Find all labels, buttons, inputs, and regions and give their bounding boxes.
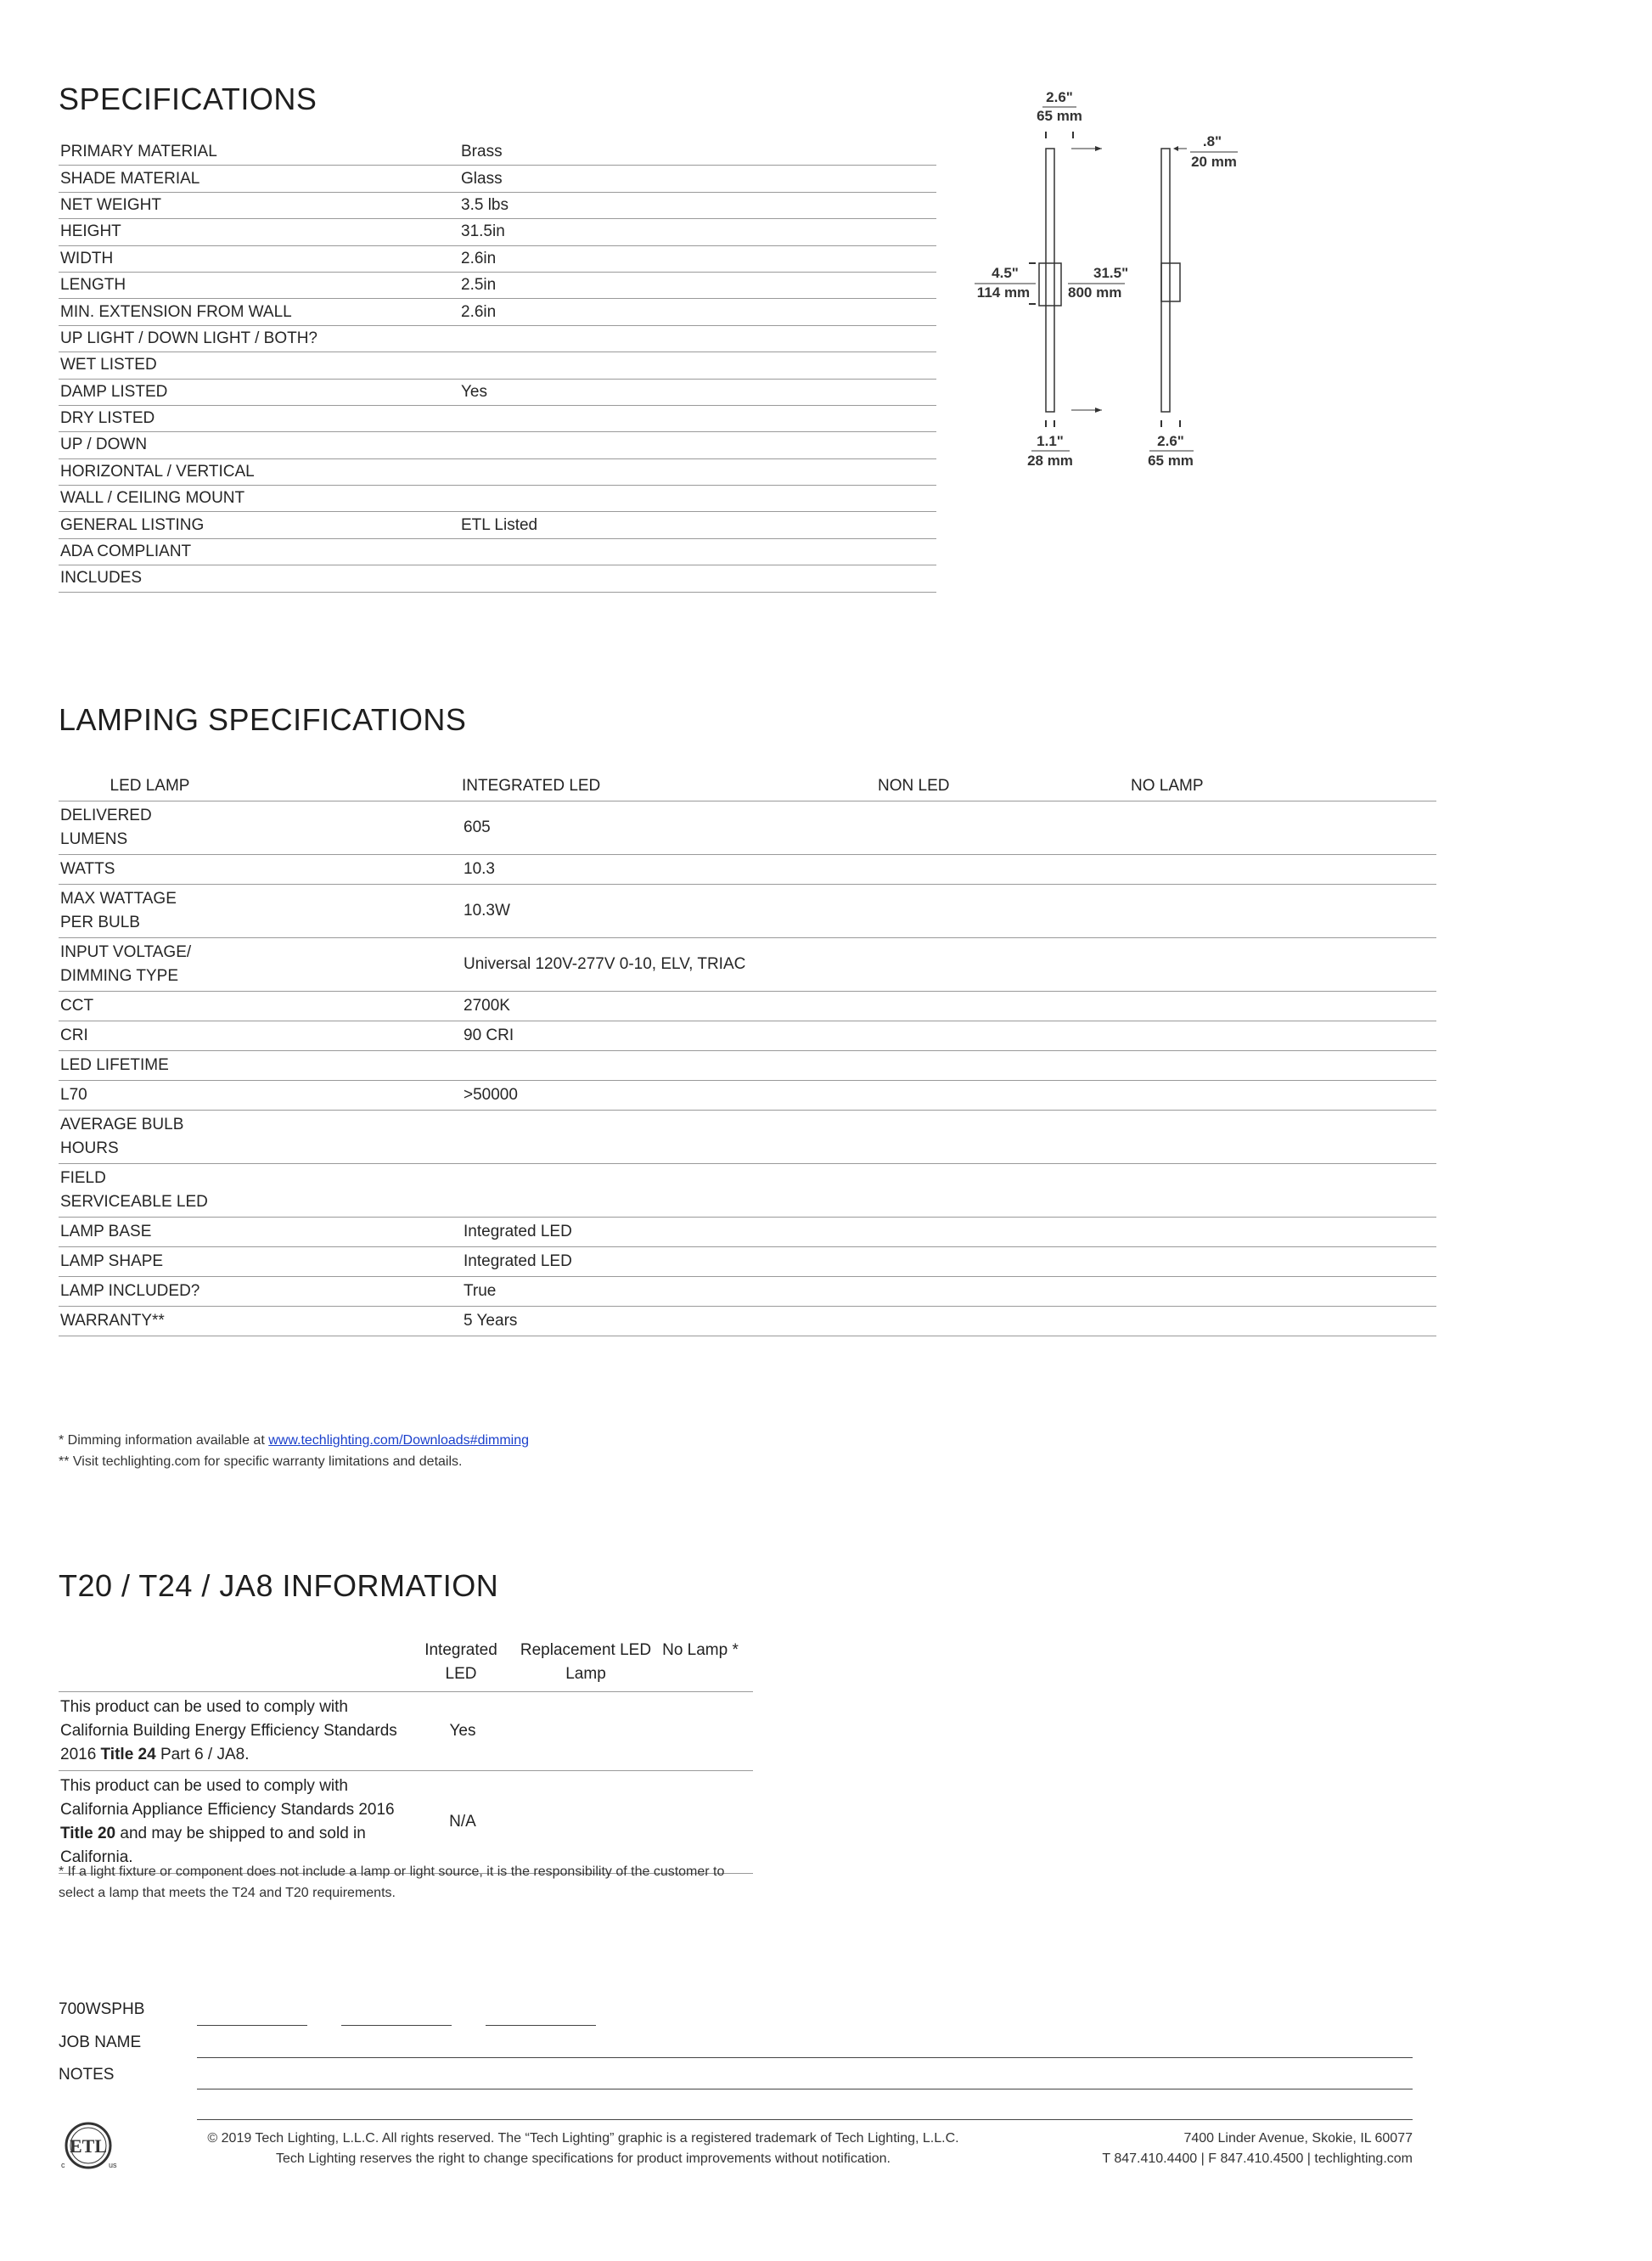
lamping-value: 90 CRI xyxy=(464,1026,514,1044)
t20-row-title20 xyxy=(59,1771,753,1874)
spec-row xyxy=(59,352,936,379)
body-width-label: 4.5" xyxy=(992,265,1019,281)
side-rod xyxy=(1161,149,1170,412)
depth-label: .8" xyxy=(1202,133,1222,149)
height-label: 31.5" xyxy=(1093,265,1129,281)
lamping-label: DELIVERED LUMENS xyxy=(60,807,152,848)
spec-label: DRY LISTED xyxy=(60,409,155,428)
spec-label: ADA COMPLIANT xyxy=(60,543,192,561)
lamping-row xyxy=(59,992,1436,1021)
spec-value: 2.6in xyxy=(461,302,497,321)
spec-label: UP / DOWN xyxy=(60,436,148,454)
warranty-note: ** Visit techlighting.com for specific warranty limitations and details. xyxy=(59,1454,463,1469)
spec-label: PRIMARY MATERIAL xyxy=(60,143,217,161)
spec-value: Yes xyxy=(461,382,487,401)
lamping-row xyxy=(59,1307,1436,1336)
specifications-title: SPECIFICATIONS xyxy=(59,82,317,116)
lamping-row xyxy=(59,1218,1436,1247)
spec-row xyxy=(59,539,936,565)
lamping-label: WATTS xyxy=(60,860,115,878)
t20-header-row xyxy=(59,1639,753,1692)
copyright-text: © 2019 Tech Lighting, L.L.C. All rights reserved. The “Tech Lighting” graphic is a registered trademark of Tech Lighting, L.L.C. xyxy=(207,2131,959,2146)
lamping-row xyxy=(59,801,1436,855)
title24-description: This product can be used to comply with California Building Energy Efficiency Standards 2016 Title 24 Part 6 / JA8. xyxy=(60,1698,397,1763)
top-width-mm-label: 65 mm xyxy=(1037,108,1082,124)
spec-row xyxy=(59,459,936,486)
lamping-value: Integrated LED xyxy=(464,1223,572,1240)
spec-row xyxy=(59,139,936,166)
lamping-row xyxy=(59,1247,1436,1277)
notes-field-line-2[interactable] xyxy=(197,2119,1413,2120)
spec-row xyxy=(59,193,936,219)
lamping-value: True xyxy=(464,1282,497,1300)
model-field-3[interactable] xyxy=(486,2025,596,2026)
spec-row xyxy=(59,246,936,273)
body-width-mm-label: 114 mm xyxy=(976,284,1031,301)
spec-row xyxy=(59,512,936,538)
spec-row xyxy=(59,406,936,432)
lamping-row xyxy=(59,1111,1436,1164)
lamping-row xyxy=(59,938,1436,992)
lamping-row xyxy=(59,855,1436,885)
spec-row xyxy=(59,380,936,406)
top-width-label: 2.6" xyxy=(1046,89,1073,105)
header-led-lamp: LED LAMP xyxy=(110,777,190,795)
header-no-lamp: NO LAMP xyxy=(1131,777,1204,795)
spec-label: HORIZONTAL / VERTICAL xyxy=(60,462,255,481)
side-width-label: 2.6" xyxy=(1157,433,1184,449)
spec-label: HEIGHT xyxy=(60,222,121,241)
fixture-dimension-diagram xyxy=(968,85,1290,484)
lamping-label: CCT xyxy=(60,997,94,1015)
header-no-lamp: No Lamp * xyxy=(662,1641,739,1659)
spec-row xyxy=(59,273,936,299)
spec-row xyxy=(59,486,936,512)
lamping-label: LED LIFETIME xyxy=(60,1056,169,1074)
spec-label: UP LIGHT / DOWN LIGHT / BOTH? xyxy=(60,329,317,347)
spec-label: WIDTH xyxy=(60,249,114,267)
spec-label: MIN. EXTENSION FROM WALL xyxy=(60,302,292,321)
lamping-value: 5 Years xyxy=(464,1312,518,1330)
lamping-label: L70 xyxy=(60,1086,87,1104)
address-text: 7400 Linder Avenue, Skokie, IL 60077 xyxy=(1183,2131,1413,2146)
side-width-mm-label: 65 mm xyxy=(1148,453,1194,469)
model-number: 700WSPHB xyxy=(59,2000,145,2018)
lamping-label: LAMP BASE xyxy=(60,1223,152,1240)
lamping-row xyxy=(59,1164,1436,1218)
header-integrated-led: Integrated LED xyxy=(424,1641,497,1683)
spec-row xyxy=(59,432,936,458)
lamping-title: LAMPING SPECIFICATIONS xyxy=(59,702,467,737)
etl-logo-c: c xyxy=(61,2161,65,2169)
spec-value: 2.6in xyxy=(461,249,497,267)
lamping-label: INPUT VOLTAGE/ DIMMING TYPE xyxy=(60,943,192,985)
dimming-note: * Dimming information available at xyxy=(59,1433,269,1448)
dimming-link[interactable]: www.techlighting.com/Downloads#dimming xyxy=(268,1433,530,1448)
title20-description: This product can be used to comply with California Appliance Efficiency Standards 2016 Title 20 and may be shipped to and sold in California. xyxy=(60,1777,395,1866)
spec-label: GENERAL LISTING xyxy=(60,515,205,534)
notes-label: NOTES xyxy=(59,2066,115,2084)
lamping-value: Integrated LED xyxy=(464,1252,572,1270)
model-field-1[interactable] xyxy=(197,2025,307,2026)
contact-text: T 847.410.4400 | F 847.410.4500 | techlighting.com xyxy=(1102,2151,1413,2166)
lamping-notes xyxy=(59,1430,529,1472)
lamping-label: LAMP SHAPE xyxy=(60,1252,164,1270)
depth-mm-label: 20 mm xyxy=(1191,154,1237,170)
header-integrated-led: INTEGRATED LED xyxy=(462,777,601,795)
spec-label: INCLUDES xyxy=(60,569,143,588)
t20-table xyxy=(59,1639,753,1874)
job-name-field[interactable] xyxy=(197,2057,1413,2058)
lamping-header-row: LED LAMP INTEGRATED LED NON LED NO LAMP xyxy=(59,768,1436,801)
spec-row xyxy=(59,565,936,592)
spec-row xyxy=(59,326,936,352)
lamping-label: AVERAGE BULB HOURS xyxy=(60,1116,184,1157)
lamping-value: >50000 xyxy=(464,1086,518,1104)
height-mm-label: 800 mm xyxy=(1068,284,1122,301)
front-rod xyxy=(1046,149,1054,412)
footer-legal xyxy=(163,2129,1003,2169)
lamping-row xyxy=(59,885,1436,938)
t20-title: T20 / T24 / JA8 INFORMATION xyxy=(59,1568,499,1603)
lamping-label: WARRANTY** xyxy=(60,1312,165,1330)
title24-value: Yes xyxy=(449,1722,476,1740)
bottom-width-label: 1.1" xyxy=(1037,433,1064,449)
bottom-width-mm-label: 28 mm xyxy=(1027,453,1073,469)
etl-logo-text: ETL xyxy=(69,2135,108,2157)
t20-row-title24 xyxy=(59,1692,753,1771)
spec-value: Glass xyxy=(461,169,503,188)
header-replacement-led-lamp: Replacement LED Lamp xyxy=(520,1641,652,1683)
lamping-value: Universal 120V-277V 0-10, ELV, TRIAC xyxy=(464,955,746,973)
lamping-value: 10.3W xyxy=(464,902,510,920)
title20-value: N/A xyxy=(449,1813,476,1831)
spec-value: 3.5 lbs xyxy=(461,195,509,214)
spec-label: SHADE MATERIAL xyxy=(60,169,200,188)
job-name-label: JOB NAME xyxy=(59,2033,142,2051)
etl-listed-logo xyxy=(58,2120,122,2173)
lamping-row xyxy=(59,1277,1436,1307)
front-body xyxy=(1039,263,1061,306)
lamping-label: CRI xyxy=(60,1026,88,1044)
lamping-table xyxy=(59,768,1436,1336)
model-field-2[interactable] xyxy=(341,2025,452,2026)
spec-value: ETL Listed xyxy=(461,515,538,534)
footer-contact xyxy=(1036,2129,1413,2169)
etl-logo-us: us xyxy=(109,2161,117,2169)
spec-row xyxy=(59,299,936,325)
spec-label: LENGTH xyxy=(60,276,126,295)
lamping-value: 605 xyxy=(464,818,491,836)
lamping-label: MAX WATTAGE PER BULB xyxy=(60,890,177,931)
t20-footnote: * If a light fixture or component does not include a lamp or light source, it is the responsibility of the customer to select a lamp that meets the T24 and T20 requirements. xyxy=(59,1864,725,1900)
spec-value: 2.5in xyxy=(461,276,497,295)
lamping-row xyxy=(59,1021,1436,1051)
lamping-row xyxy=(59,1051,1436,1081)
side-body xyxy=(1161,263,1180,301)
spec-label: WET LISTED xyxy=(60,356,157,374)
disclaimer-text: Tech Lighting reserves the right to change specifications for product improvements without notification. xyxy=(276,2151,891,2166)
lamping-label: FIELD SERVICEABLE LED xyxy=(60,1169,208,1211)
spec-value: Brass xyxy=(461,143,503,161)
lamping-value: 2700K xyxy=(464,997,510,1015)
lamping-label: LAMP INCLUDED? xyxy=(60,1282,200,1300)
spec-value: 31.5in xyxy=(461,222,505,241)
lamping-row xyxy=(59,1081,1436,1111)
spec-row xyxy=(59,219,936,245)
lamping-value: 10.3 xyxy=(464,860,495,878)
spec-label: NET WEIGHT xyxy=(60,195,161,214)
spec-label: DAMP LISTED xyxy=(60,382,168,401)
spec-row xyxy=(59,166,936,192)
spec-label: WALL / CEILING MOUNT xyxy=(60,489,245,508)
specifications-table xyxy=(59,139,936,593)
